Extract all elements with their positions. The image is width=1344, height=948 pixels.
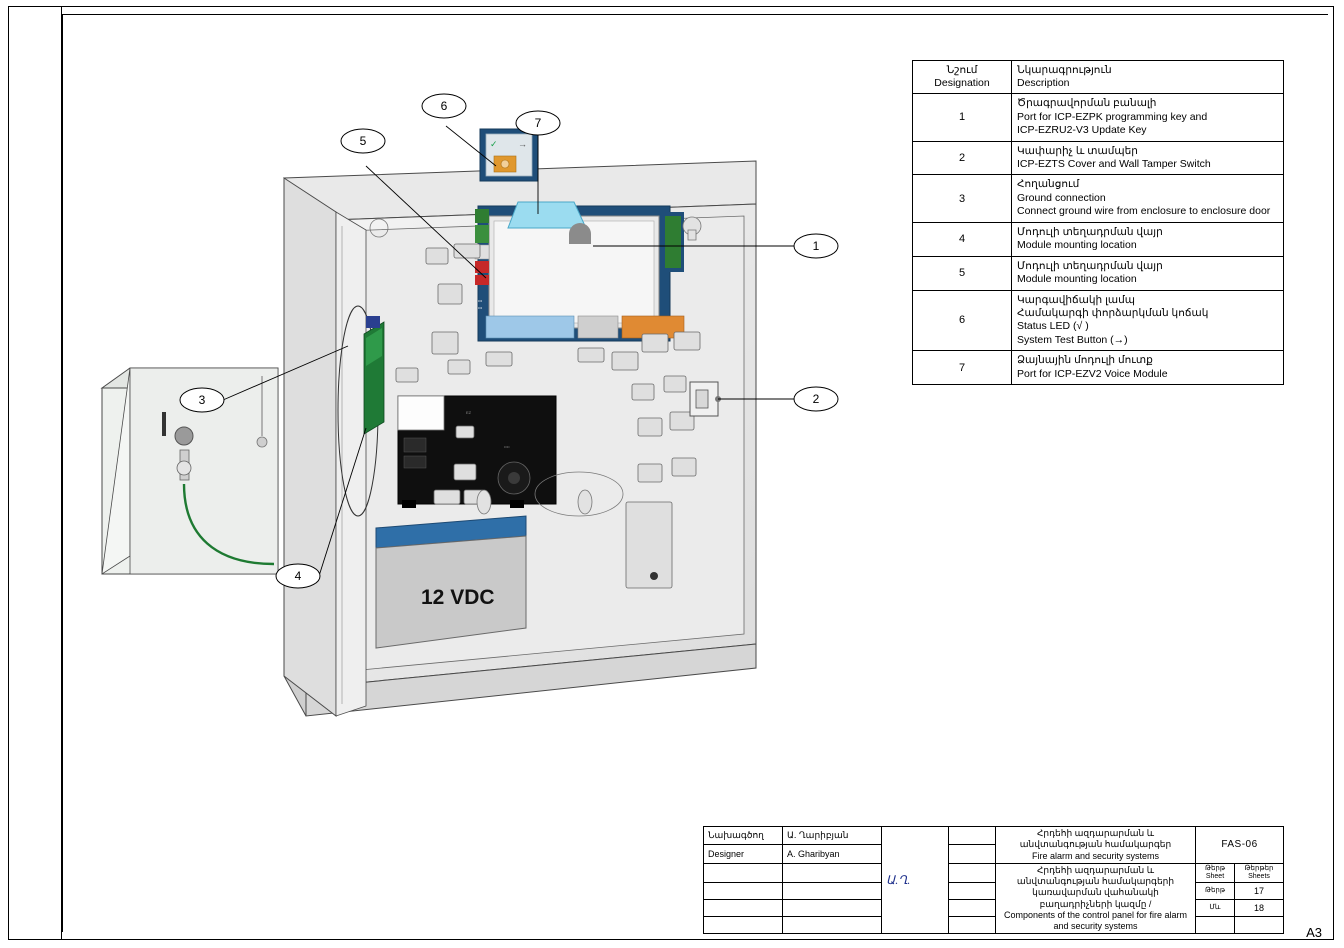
- svg-text:2: 2: [812, 392, 820, 406]
- sheet-format-label: A3: [1306, 925, 1322, 940]
- svg-text:→: →: [518, 139, 527, 149]
- legend-desc: Կարգավիճակի լամպ Համակարգի փորձարկման կոճակ Status LED (√ ) System Test Button (→): [1012, 290, 1284, 351]
- designer-name-en: A. Gharibyan: [783, 845, 882, 863]
- table-row: [913, 141, 1284, 175]
- legend-desc: Ձայնային մոդուլի մուտք Port for ICP-EZV2 Voice Module: [1012, 351, 1284, 385]
- svg-text:•••: •••: [478, 298, 483, 303]
- legend-desc: Կափարիչ և տամպեր ICP-EZTS Cover and Wall Tamper Switch: [1012, 141, 1284, 175]
- tb-blank-10: [783, 899, 882, 916]
- tb-blank-4: [783, 863, 882, 882]
- tb-blank-9: [704, 899, 783, 916]
- designer-label-en: Designer: [704, 845, 783, 863]
- title-block-row: [704, 917, 1284, 934]
- legend-num: 4: [913, 222, 1012, 256]
- drawing-title: Հրդեհի ազդարարման և անվտանգության համակարգերի կառավարման վահանակի բաղադրիչների կազմը / Components of the control panel for fire alarm and security systems: [996, 863, 1196, 934]
- table-row: [913, 290, 1284, 351]
- sheet-prefix: Թերթ: [1196, 882, 1235, 899]
- svg-text:✓: ✓: [490, 139, 498, 149]
- project-title: Հրդեհի ազդարարման և անվտանգության համակարգեր Fire alarm and security systems: [996, 827, 1196, 864]
- legend-desc: Մոդուլի տեղադրման վայր Module mounting location: [1012, 256, 1284, 290]
- svg-text:6: 6: [440, 99, 448, 113]
- table-row: [913, 256, 1284, 290]
- legend-desc: Ծրագրավորման բանալի Port for ICP-EZPK programming key and ICP-EZRU2-V3 Update Key: [1012, 94, 1284, 141]
- legend-header-designation: Նշում Designation: [913, 61, 1012, 94]
- tb-blank-15: [1196, 917, 1235, 934]
- legend-header-row: [913, 61, 1284, 94]
- svg-text:7: 7: [534, 116, 542, 130]
- svg-text:•••: •••: [478, 305, 483, 310]
- svg-text:••••: ••••: [504, 444, 510, 449]
- title-block-row: [704, 882, 1284, 899]
- sheets-value: 18: [1235, 899, 1284, 916]
- table-row: [913, 175, 1284, 222]
- table-row: [913, 351, 1284, 385]
- tb-blank-12: [704, 917, 783, 934]
- title-block-row: [704, 827, 1284, 845]
- sheet-binding-strip: [8, 6, 62, 940]
- legend-num: 3: [913, 175, 1012, 222]
- designer-name-hy: Ա. Ղարիբյան: [783, 827, 882, 845]
- legend-desc: Հողանցում Ground connection Connect ground wire from enclosure to enclosure door: [1012, 175, 1284, 222]
- title-block-row: [704, 899, 1284, 916]
- tb-blank-16: [1235, 917, 1284, 934]
- legend-num: 7: [913, 351, 1012, 385]
- legend-table: [912, 60, 1284, 385]
- sheet-label: Թերթ Sheet: [1196, 863, 1235, 882]
- tb-blank-8: [949, 882, 996, 899]
- legend-num: 2: [913, 141, 1012, 175]
- tb-blank-2: [949, 845, 996, 863]
- technical-drawing: [66, 16, 912, 816]
- svg-text:5: 5: [359, 134, 367, 148]
- tb-blank-3: [704, 863, 783, 882]
- table-row: [913, 94, 1284, 141]
- svg-text:1: 1: [812, 239, 820, 253]
- table-row: [913, 222, 1284, 256]
- tb-blank-14: [949, 917, 996, 934]
- tb-blank-11: [949, 899, 996, 916]
- sheets-label: Թերթեր Sheets: [1235, 863, 1284, 882]
- signature: Ա.Ղ.: [886, 872, 911, 887]
- tb-blank-1: [949, 827, 996, 845]
- svg-text:EZ: EZ: [466, 410, 472, 415]
- legend-desc: Մոդուլի տեղադրման վայր Module mounting location: [1012, 222, 1284, 256]
- title-block-row: [704, 863, 1284, 882]
- svg-text:3: 3: [198, 393, 206, 407]
- svg-text:4: 4: [294, 569, 302, 583]
- signature-cell: [882, 827, 949, 934]
- tb-blank-6: [704, 882, 783, 899]
- tb-blank-5: [949, 863, 996, 882]
- svg-text:12 VDC: 12 VDC: [421, 586, 495, 609]
- sheet-value: 17: [1235, 882, 1284, 899]
- legend-num: 5: [913, 256, 1012, 290]
- tb-blank-7: [783, 882, 882, 899]
- sheets-prefix: Մև: [1196, 899, 1235, 916]
- designer-label-hy: Նախագծող: [704, 827, 783, 845]
- legend-num: 1: [913, 94, 1012, 141]
- legend-num: 6: [913, 290, 1012, 351]
- drawing-code: FAS-06: [1196, 827, 1284, 864]
- legend-header-description: Նկարագրություն Description: [1012, 61, 1284, 94]
- tb-blank-13: [783, 917, 882, 934]
- title-block: [703, 826, 1284, 934]
